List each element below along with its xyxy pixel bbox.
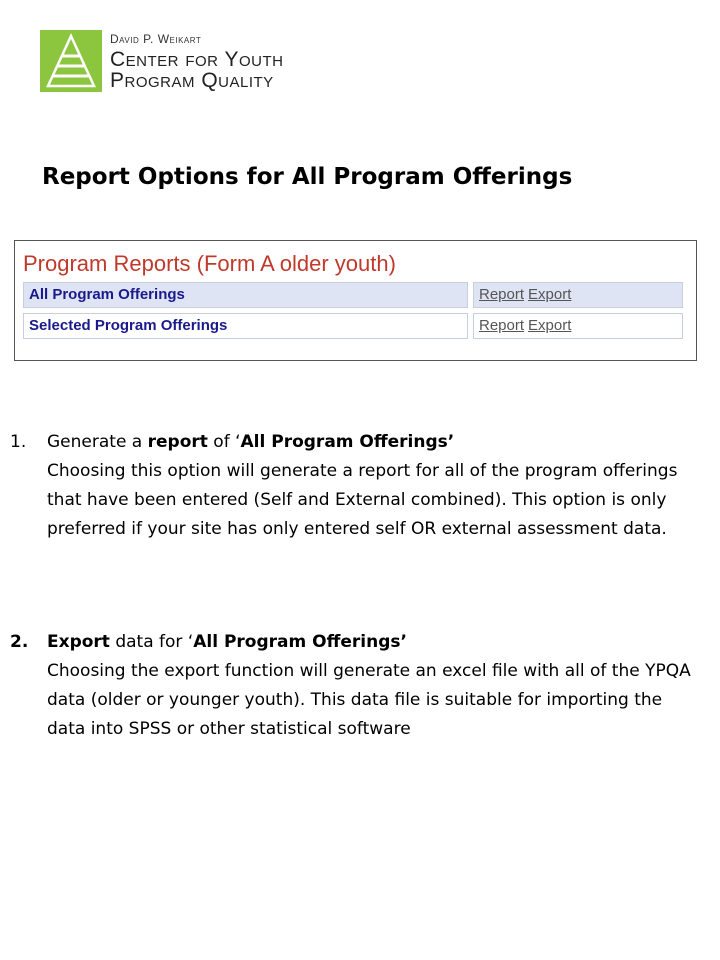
step-description: Choosing this option will generate a report for all of the program offerings that have been entered (Self and External combined). This option is only preferred if your site has only entered self OR external assessment data. [47,461,678,539]
program-reports-panel [14,240,697,361]
step-heading-bold: All Program Offerings’ [193,632,407,652]
step-number: 2. [10,632,29,652]
step-heading-text: data for ‘ [109,632,194,652]
step-heading-bold: Export [47,632,110,652]
step-heading [47,628,697,657]
export-link[interactable]: Export [528,317,572,334]
panel-heading: Program Reports (Form A older youth) [23,251,396,276]
report-link[interactable]: Report [479,286,525,303]
step-heading-text: Generate a [47,432,148,452]
logo-line-3: Program Quality [110,69,274,92]
row-actions [473,313,683,339]
step-text [47,428,697,544]
row-label-selected-program-offerings: Selected Program Offerings [23,313,468,339]
step-text [47,628,697,744]
export-link[interactable]: Export [528,286,572,303]
step-description: Choosing the export function will generate an excel file with all of the YPQA data (older or younger youth). This data file is suitable for importing the data into SPSS or other statistical software [47,661,691,739]
row-actions [473,282,683,308]
step-heading [47,428,697,457]
step-number: 1. [10,432,27,452]
pyramid-logo-icon [40,30,102,92]
report-link[interactable]: Report [479,317,525,334]
step-heading-bold: report [147,432,208,452]
logo-line-2: Center for Youth [110,48,284,71]
step-heading-bold: All Program Offerings’ [240,432,455,452]
page-title: Report Options for All Program Offerings [42,164,573,190]
row-label-all-program-offerings: All Program Offerings [23,282,468,308]
logo-line-1: David P. Weikart [110,32,202,46]
step-heading-text: of ‘ [207,432,241,452]
logo [40,30,364,94]
